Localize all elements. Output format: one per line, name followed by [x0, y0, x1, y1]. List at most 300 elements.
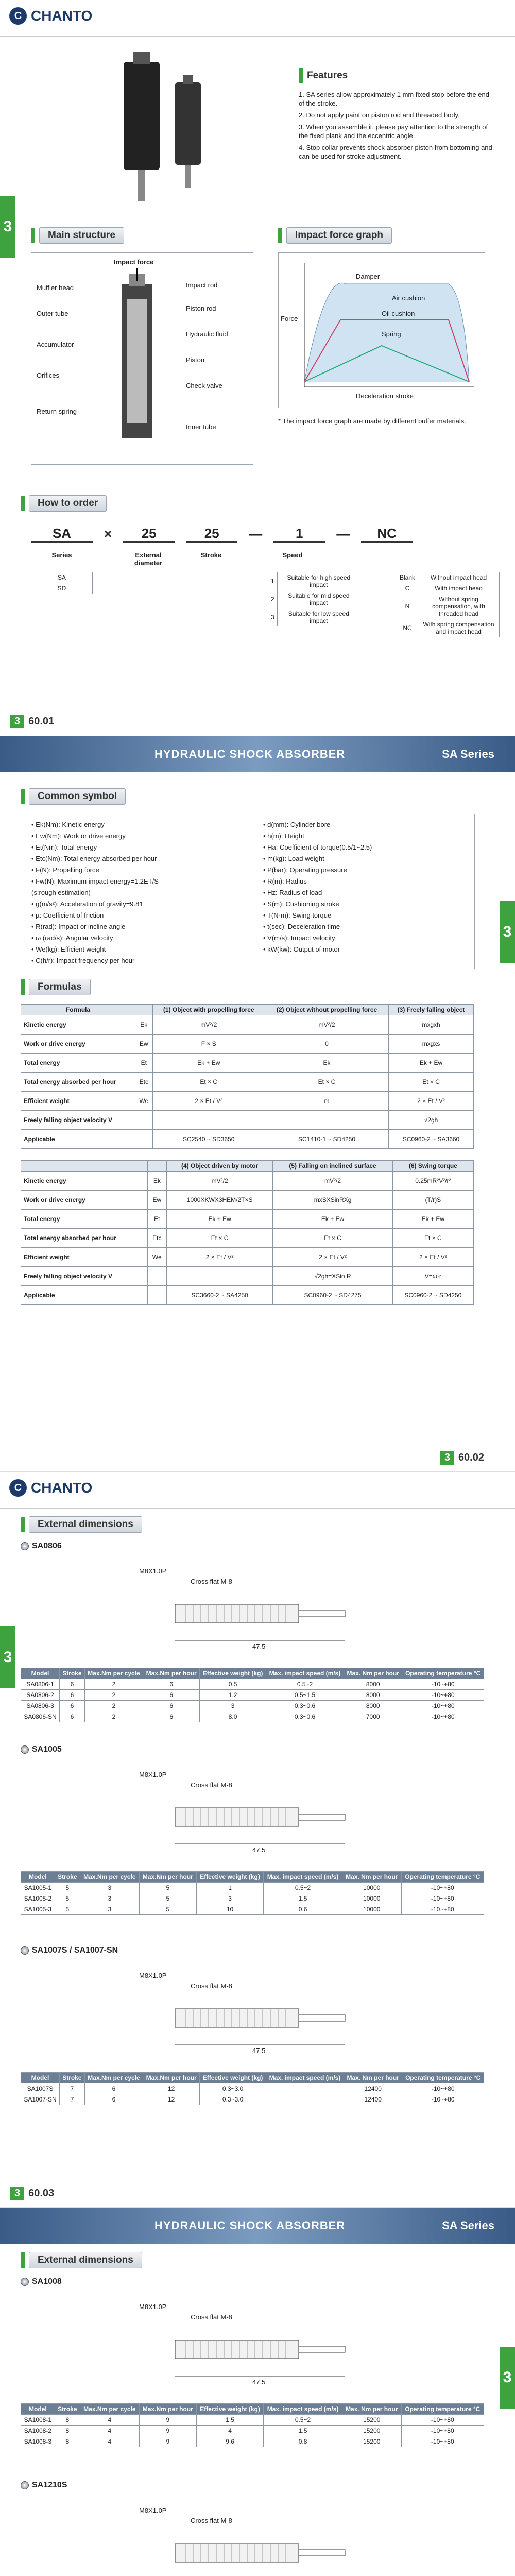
part-label: Piston rod	[186, 304, 216, 312]
symbol-box	[21, 814, 475, 969]
option-desc: With spring compensation and impact head	[418, 619, 500, 637]
formula-row	[21, 1092, 474, 1111]
speed-options-table	[268, 572, 360, 626]
formula-label: Work or drive energy	[21, 1191, 148, 1210]
formula-cell: 0	[265, 1035, 388, 1054]
dim-subheading	[21, 1745, 62, 1754]
formula-label: Applicable	[21, 1130, 135, 1149]
bullet-icon	[21, 2278, 29, 2286]
formula-label: Applicable	[21, 1286, 148, 1305]
part-label: Return spring	[37, 408, 77, 415]
dim-model-name: SA1005	[32, 1745, 62, 1754]
option-code: Blank	[397, 572, 418, 583]
spec-cell: 0.5~2	[264, 1883, 342, 1893]
section-tab: 3	[0, 196, 15, 258]
page-4	[0, 2207, 515, 2576]
spec-cell: 7000	[344, 1711, 402, 1722]
spec-cell: 15200	[342, 2436, 401, 2447]
page-number: 60.02	[458, 1452, 484, 1463]
formula-row	[21, 1035, 474, 1054]
thread-label: M8X1.0P	[139, 1567, 167, 1575]
formula-row	[21, 1111, 474, 1130]
formula-cell: SC0960-2 ~ SD4250	[392, 1286, 473, 1305]
dim-model-name: SA0806	[32, 1541, 62, 1550]
spec-cell: 1.5	[264, 2426, 342, 2436]
formula-cell: 1000XKWX3HEM/2T×S	[166, 1191, 273, 1210]
spec-cell: 0.6	[264, 1904, 342, 1915]
formula-header: (2) Object without propelling force	[265, 1005, 388, 1015]
dim-model-name: SA1007S / SA1007-SN	[32, 1946, 118, 1955]
symbol-item: • V(m/s): Impact velocity	[263, 934, 335, 942]
spec-cell: 9	[139, 2426, 196, 2436]
part-label: Piston	[186, 356, 205, 364]
formula-cell: (T/r)S	[392, 1191, 473, 1210]
spec-cell: -10~+80	[402, 1679, 484, 1690]
symbol-item: (s:rough estimation)	[31, 889, 91, 896]
shock-absorber-small	[175, 75, 201, 188]
spec-cell: -10~+80	[401, 2436, 484, 2447]
spec-header: Max. Nm per hour	[344, 1668, 402, 1679]
cross-flat-label: Cross flat M-8	[191, 1578, 232, 1585]
spec-header: Max.Nm per cycle	[80, 1872, 140, 1883]
symbol-item: • R(rad): Impact or incline angle	[31, 923, 126, 930]
formula-tables	[21, 1004, 474, 1316]
dim-subheading	[21, 2277, 62, 2286]
formula-cell: Ew	[147, 1191, 166, 1210]
spec-table	[21, 2403, 484, 2447]
spec-cell	[266, 2094, 344, 2105]
spec-header: Max. impact speed (m/s)	[266, 1668, 344, 1679]
spec-cell: SA1008-3	[21, 2436, 55, 2447]
spec-header: Max. impact speed (m/s)	[264, 1872, 342, 1883]
section-number: 3	[10, 2187, 24, 2200]
formula-cell: Etc	[135, 1073, 153, 1092]
impact-force-title: Impact force	[114, 258, 154, 266]
spec-cell: 3	[80, 1883, 140, 1893]
main-structure-diagram	[31, 252, 253, 465]
spec-cell: 8000	[344, 1679, 402, 1690]
spec-header: Model	[21, 2073, 60, 2083]
spec-header: Operating temperature °C	[402, 2073, 484, 2083]
series-options-table	[31, 572, 93, 594]
spec-row	[21, 1701, 484, 1711]
spec-cell: 0.5~1.5	[266, 1690, 344, 1701]
formula-label: Efficient weight	[21, 1092, 135, 1111]
formula-cell	[135, 1130, 153, 1149]
part-label: Outer tube	[37, 310, 68, 317]
spec-header: Max. impact speed (m/s)	[266, 2073, 344, 2083]
symbol-item: • P(bar): Operating pressure	[263, 866, 347, 874]
spec-cell: SA0806-1	[21, 1679, 60, 1690]
series-title: HYDRAULIC SHOCK ABSORBER	[154, 2219, 346, 2232]
part-label: Inner tube	[186, 423, 216, 431]
thread-label: M8X1.0P	[139, 2303, 167, 2311]
section-number: 3	[440, 1451, 454, 1465]
symbol-item: • F(N): Propelling force	[31, 866, 99, 874]
spec-table	[21, 2072, 484, 2105]
symbol-item: • µ: Coefficient of friction	[31, 911, 104, 919]
spec-cell: 0.3~0.6	[266, 1711, 344, 1722]
formula-cell: V=ω·r	[392, 1267, 473, 1286]
spec-cell: 4	[80, 2436, 140, 2447]
spec-header: Effective weight (kg)	[196, 2404, 263, 2415]
spec-cell: -10~+80	[401, 2426, 484, 2436]
option-code: N	[397, 594, 418, 619]
dim-subheading	[21, 2481, 67, 2490]
option-desc: Without spring compensation, with threaded head	[418, 594, 500, 619]
spec-cell: 5	[139, 1883, 196, 1893]
common-symbol-heading: Common symbol	[21, 788, 126, 805]
spec-cell: 6	[84, 2094, 143, 2105]
piston-rod	[299, 2346, 345, 2352]
formula-label: Kinetic energy	[21, 1015, 135, 1035]
series-title: HYDRAULIC SHOCK ABSORBER	[154, 748, 346, 760]
order-code-series: SA	[31, 526, 93, 543]
bullet-icon	[21, 1542, 29, 1550]
formula-cell: 2 × Et / V²	[392, 1248, 473, 1267]
dim-block-sa0806	[21, 1541, 484, 1737]
spec-cell: SA1008-1	[21, 2415, 55, 2426]
spec-row	[21, 2083, 484, 2094]
bullet-icon	[21, 2481, 29, 2489]
formula-header: (1) Object with propelling force	[152, 1005, 265, 1015]
spec-cell: 8000	[344, 1690, 402, 1701]
spec-row	[21, 1893, 484, 1904]
external-dimensions-heading: External dimensions	[21, 1516, 142, 1533]
formula-cell: Ek	[147, 1172, 166, 1191]
spec-cell: 0.8	[264, 2436, 342, 2447]
spec-cell: 10000	[342, 1893, 401, 1904]
spec-cell: 6	[143, 1711, 200, 1722]
formula-row	[21, 1229, 474, 1248]
spec-cell: 6	[84, 2083, 143, 2094]
section-number: 3	[10, 715, 24, 728]
formula-cell: m	[265, 1092, 388, 1111]
brand-logo	[9, 7, 92, 25]
spec-cell: 6	[60, 1711, 85, 1722]
symbol-item: • Ek(Nm): Kinetic energy	[31, 821, 105, 828]
spec-cell: SA1008-2	[21, 2426, 55, 2436]
formula-cell	[166, 1267, 273, 1286]
graph-label: Oil cushion	[382, 310, 415, 317]
symbol-item: • d(mm): Cylinder bore	[263, 821, 331, 828]
symbol-item: • Etc(Nm): Total energy absorbed per hour	[31, 855, 157, 862]
spec-cell: 5	[139, 1893, 196, 1904]
spec-header: Max. Nm per hour	[342, 1872, 401, 1883]
spec-cell: 6	[143, 1701, 200, 1711]
spec-header: Effective weight (kg)	[200, 1668, 266, 1679]
spec-header: Max.Nm per cycle	[84, 1668, 143, 1679]
section-tab: 3	[500, 901, 515, 963]
spec-table	[21, 1668, 484, 1722]
spec-row	[21, 1690, 484, 1701]
spec-cell: 3	[80, 1893, 140, 1904]
formula-cell: We	[135, 1092, 153, 1111]
formula-row	[21, 1054, 474, 1073]
order-code-stroke: 25	[186, 526, 237, 543]
spec-cell: SA1007S	[21, 2083, 60, 2094]
formula-label: Freely falling object velocity V	[21, 1267, 148, 1286]
spec-cell: 6	[60, 1690, 85, 1701]
speed-code: 2	[268, 590, 278, 608]
part-label: Hydraulic fluid	[186, 330, 228, 338]
formula-header	[135, 1005, 153, 1015]
dim-model-name: SA1008	[32, 2277, 62, 2286]
spec-cell: 8	[55, 2436, 80, 2447]
order-code-option: NC	[361, 526, 413, 543]
symbol-item: • h(m): Height	[263, 832, 304, 840]
formula-cell	[152, 1111, 265, 1130]
caption-series: Series	[52, 551, 72, 559]
spec-header: Model	[21, 1872, 55, 1883]
spec-cell: -10~+80	[402, 2094, 484, 2105]
spec-cell: 5	[139, 1904, 196, 1915]
spec-header: Stroke	[60, 2073, 85, 2083]
cross-flat-label: Cross flat M-8	[191, 2517, 232, 2524]
spec-cell: 5	[55, 1893, 80, 1904]
dimension-drawing	[21, 2497, 484, 2576]
spec-cell: -10~+80	[401, 2415, 484, 2426]
formula-cell: SC0960-2 ~ SA3660	[389, 1130, 474, 1149]
spec-cell: SA1005-1	[21, 1883, 55, 1893]
formula-label: Kinetic energy	[21, 1172, 148, 1191]
spec-cell: 9.6	[196, 2436, 263, 2447]
formula-cell: SC1410-1 ~ SD4250	[265, 1130, 388, 1149]
symbol-list-left	[31, 819, 159, 967]
spec-row	[21, 1883, 484, 1893]
spec-row	[21, 2094, 484, 2105]
formula-row	[21, 1172, 474, 1191]
spec-cell: -10~+80	[401, 1904, 484, 1915]
formula-cell	[147, 1286, 166, 1305]
page-3	[0, 1471, 515, 2208]
spec-cell: 2	[84, 1711, 143, 1722]
formula-cell: √2gh	[389, 1111, 474, 1130]
page-footer	[10, 2187, 54, 2200]
caption-speed: Speed	[282, 551, 303, 559]
spec-cell: SA1005-3	[21, 1904, 55, 1915]
formula-cell: Et	[147, 1210, 166, 1229]
brand-mark-icon: C	[9, 7, 27, 25]
formula-cell: mxgxs	[389, 1035, 474, 1054]
part-label: Impact rod	[186, 281, 218, 289]
series-name: SA Series	[442, 748, 494, 760]
formula-cell: mV²/2	[273, 1172, 392, 1191]
formula-header: (4) Object driven by motor	[166, 1161, 273, 1172]
order-separator: —	[249, 526, 263, 541]
spec-header: Max.Nm per hour	[139, 2404, 196, 2415]
formula-cell	[135, 1111, 153, 1130]
formula-cell: 2 × Et / V²	[389, 1092, 474, 1111]
symbol-item: • Ew(Nm): Work or drive energy	[31, 832, 126, 840]
symbol-list-right	[263, 819, 372, 955]
page-number: 60.01	[28, 716, 55, 727]
spec-cell: 8000	[344, 1701, 402, 1711]
formula-cell: F × S	[152, 1035, 265, 1054]
spec-row	[21, 1904, 484, 1915]
graph-axis-x: Deceleration stroke	[356, 392, 414, 400]
cross-flat-label: Cross flat M-8	[191, 1982, 232, 1990]
spec-cell: 9	[139, 2436, 196, 2447]
formula-header: (5) Falling on inclined surface	[273, 1161, 392, 1172]
spec-header: Max.Nm per hour	[143, 2073, 200, 2083]
dim-subheading	[21, 1541, 62, 1551]
cylinder-body	[175, 2340, 299, 2359]
formula-cell: Ek + Ew	[152, 1054, 265, 1073]
spec-cell: 6	[143, 1679, 200, 1690]
spec-cell: 6	[60, 1701, 85, 1711]
symbol-item: • R(m): Radius	[263, 877, 307, 885]
spec-cell: 7	[60, 2083, 85, 2094]
formula-header: (3) Freely falling object	[389, 1005, 474, 1015]
spec-cell: 4	[80, 2415, 140, 2426]
spec-cell: 12400	[344, 2083, 402, 2094]
spec-cell: 0.5	[200, 1679, 266, 1690]
features-heading: Features	[299, 67, 348, 84]
part-label: Muffler head	[37, 284, 74, 292]
spec-cell: 0.3~0.6	[266, 1701, 344, 1711]
spec-cell: 12	[143, 2094, 200, 2105]
spec-cell: -10~+80	[401, 1883, 484, 1893]
cylinder-body	[175, 2544, 299, 2562]
thread-label: M8X1.0P	[139, 1771, 167, 1778]
symbol-item: • g(m/s²): Acceleration of gravity=9.81	[31, 900, 143, 908]
spec-cell: 4	[196, 2426, 263, 2436]
spec-cell: 0.5~2	[264, 2415, 342, 2426]
speed-desc: Suitable for mid speed impact	[277, 590, 360, 608]
page-footer	[10, 715, 54, 728]
spec-cell: SA0806-2	[21, 1690, 60, 1701]
spec-header-row	[21, 2404, 484, 2415]
spec-row	[21, 2436, 484, 2447]
spec-cell: 0.3~3.0	[200, 2083, 266, 2094]
symbol-item: • T(N·m): Swing torque	[263, 911, 332, 919]
formula-cell: Etc	[147, 1229, 166, 1248]
formulas-heading: Formulas	[21, 978, 91, 996]
symbol-item: • Hz: Radius of load	[263, 889, 322, 896]
formula-cell: Et	[135, 1054, 153, 1073]
spec-header: Operating temperature °C	[401, 2404, 484, 2415]
formula-cell: Et × C	[273, 1229, 392, 1248]
speed-desc: Suitable for high speed impact	[277, 572, 360, 590]
spec-cell: -10~+80	[402, 1690, 484, 1701]
shock-absorber-large	[124, 52, 160, 201]
symbol-item: • ω (rad/s): Angular velocity	[31, 934, 113, 942]
spec-cell: -10~+80	[402, 2083, 484, 2094]
length-label: 47.5	[252, 2378, 266, 2386]
speed-code: 1	[268, 572, 278, 590]
dim-model-name: SA1210S	[32, 2481, 67, 2489]
formula-cell: Ew	[135, 1035, 153, 1054]
spec-cell: 5	[55, 1904, 80, 1915]
formula-cell: Ek	[135, 1015, 153, 1035]
formula-cell: Ek + Ew	[389, 1054, 474, 1073]
thread-label: M8X1.0P	[139, 2506, 167, 2514]
formula-cell: Ek + Ew	[166, 1210, 273, 1229]
piston-rod	[299, 2550, 345, 2556]
series-option: SD	[31, 583, 93, 594]
order-separator: ×	[104, 526, 112, 541]
spec-cell: 12400	[344, 2094, 402, 2105]
spec-cell: 1.2	[200, 1690, 266, 1701]
option-code: C	[397, 583, 418, 594]
spec-cell: 6	[60, 1679, 85, 1690]
length-label: 47.5	[252, 1642, 266, 1650]
formula-cell	[265, 1111, 388, 1130]
spec-header: Operating temperature °C	[402, 1668, 484, 1679]
spec-header: Stroke	[55, 2404, 80, 2415]
spec-cell: 8.0	[200, 1711, 266, 1722]
symbol-item: • We(kg): Efficient weight	[31, 945, 106, 953]
spec-cell: 0.3~3.0	[200, 2094, 266, 2105]
formula-row	[21, 1286, 474, 1305]
spec-cell: SA0806-SN	[21, 1711, 60, 1722]
feature-item: 4. Stop collar prevents shock absorber piston from bottoming and can be used for stroke adjustment.	[299, 144, 492, 160]
series-option: SA	[31, 572, 93, 583]
formula-row	[21, 1073, 474, 1092]
spec-cell: 2	[84, 1701, 143, 1711]
page-header	[0, 1472, 515, 1509]
external-dimensions-heading: External dimensions	[21, 2251, 142, 2269]
part-label: Check valve	[186, 382, 222, 389]
spec-cell: 3	[80, 1904, 140, 1915]
page-header	[0, 0, 515, 37]
spec-cell: 12	[143, 2083, 200, 2094]
spec-header: Model	[21, 2404, 55, 2415]
spec-header: Stroke	[55, 1872, 80, 1883]
spec-cell: 10000	[342, 1904, 401, 1915]
formula-cell: 0.25mR²V²/r²	[392, 1172, 473, 1191]
formula-row	[21, 1210, 474, 1229]
cylinder-body	[175, 1808, 299, 1826]
speed-code: 3	[268, 608, 278, 626]
part-label: Accumulator	[37, 341, 74, 348]
dim-block-sa1210s	[21, 2481, 484, 2576]
formula-row	[21, 1248, 474, 1267]
formula-cell: Et × C	[265, 1073, 388, 1092]
spec-cell: 8	[55, 2426, 80, 2436]
piston-rod	[299, 1611, 345, 1617]
formula-cell: mxgxh	[389, 1015, 474, 1035]
option-desc: Without impact head	[418, 572, 500, 583]
piston-rod	[299, 2015, 345, 2021]
spec-cell: 1.5	[196, 2415, 263, 2426]
formula-header	[21, 1161, 148, 1172]
order-code-speed: 1	[273, 526, 325, 543]
caption-diameter: External diameter	[134, 551, 163, 567]
brand-logo	[9, 1479, 92, 1497]
brand-mark-icon: C	[9, 1479, 27, 1497]
formula-cell: Ek + Ew	[392, 1210, 473, 1229]
formula-cell: 2 × Et / V²	[273, 1248, 392, 1267]
spec-cell: 9	[139, 2415, 196, 2426]
spec-cell: 10	[196, 1904, 263, 1915]
spec-row	[21, 2426, 484, 2436]
dim-block-sa1008	[21, 2277, 484, 2473]
spec-cell	[266, 2083, 344, 2094]
cylinder-body	[175, 1604, 299, 1623]
formula-label: Freely falling object velocity V	[21, 1111, 135, 1130]
formula-cell: Et × C	[166, 1229, 273, 1248]
spec-cell: 8	[55, 2415, 80, 2426]
spec-row	[21, 1679, 484, 1690]
formula-label: Total energy absorbed per hour	[21, 1229, 148, 1248]
spec-cell: 15200	[342, 2415, 401, 2426]
spec-header: Effective weight (kg)	[200, 2073, 266, 2083]
thread-label: M8X1.0P	[139, 1972, 167, 1979]
formula-label: Work or drive energy	[21, 1035, 135, 1054]
formula-cell: Et × C	[389, 1073, 474, 1092]
